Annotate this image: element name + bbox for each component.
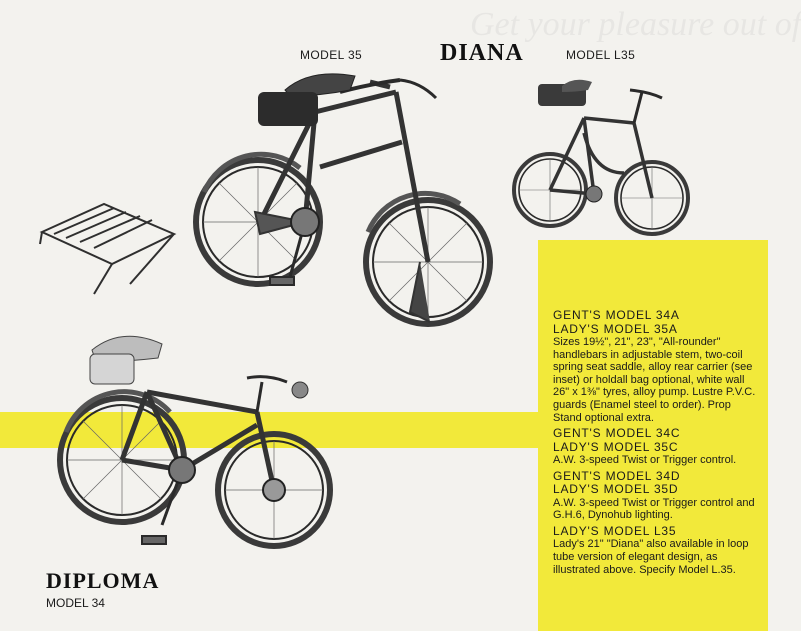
diploma-model-34-label: MODEL 34 bbox=[46, 596, 105, 610]
spec-heading-gents-34d: GENT'S MODEL 34D bbox=[553, 468, 681, 483]
spec-heading-gents-34a: GENT'S MODEL 34A bbox=[553, 308, 680, 322]
spec-heading-ladys-35a: LADY'S MODEL 35A bbox=[553, 321, 678, 336]
diana-model-35-label: MODEL 35 bbox=[300, 48, 363, 62]
spec-heading-ladys-35c: LADY'S MODEL 35C bbox=[553, 439, 679, 454]
diploma-model-34-bicycle-image bbox=[52, 330, 332, 562]
specification-text bbox=[553, 309, 761, 576]
rear-carrier-inset-image bbox=[34, 194, 182, 299]
spec-body-35a: Sizes 19½", 21", 23", "All-rounder" handlebars in adjustable stem, two-coil spring seat saddle, alloy rear carrier (see inset) or holdall bag optional, white wall 26" x 1⅜" tyres, alloy pump. Lustre P.V.C. guards (Enamel steel to order). Prop Stand optional extra. bbox=[553, 336, 756, 424]
faded-watermark-text: Get your pleasure out of bbox=[470, 6, 801, 43]
spec-heading-gents-34c: GENT'S MODEL 34C bbox=[553, 426, 681, 441]
spec-heading-ladys-l35: LADY'S MODEL L35 bbox=[553, 523, 677, 538]
spec-body-35d: A.W. 3-speed Twist or Trigger control and G.H.6, Dynohub lighting. bbox=[553, 496, 755, 522]
spec-heading-ladys-35d: LADY'S MODEL 35D bbox=[553, 482, 679, 497]
diana-title: DIANA bbox=[440, 40, 524, 66]
diploma-title: DIPLOMA bbox=[46, 568, 160, 593]
diana-model-35-bicycle-image bbox=[190, 72, 520, 327]
diana-model-l35-bicycle-image bbox=[512, 78, 702, 248]
diana-model-l35-label: MODEL L35 bbox=[566, 48, 636, 62]
spec-body-35c: A.W. 3-speed Twist or Trigger control. bbox=[553, 454, 737, 467]
spec-body-l35: Lady's 21" "Diana" also available in loop tube version of elegant design, as illustrated above. Specify Model L.35. bbox=[553, 538, 749, 576]
